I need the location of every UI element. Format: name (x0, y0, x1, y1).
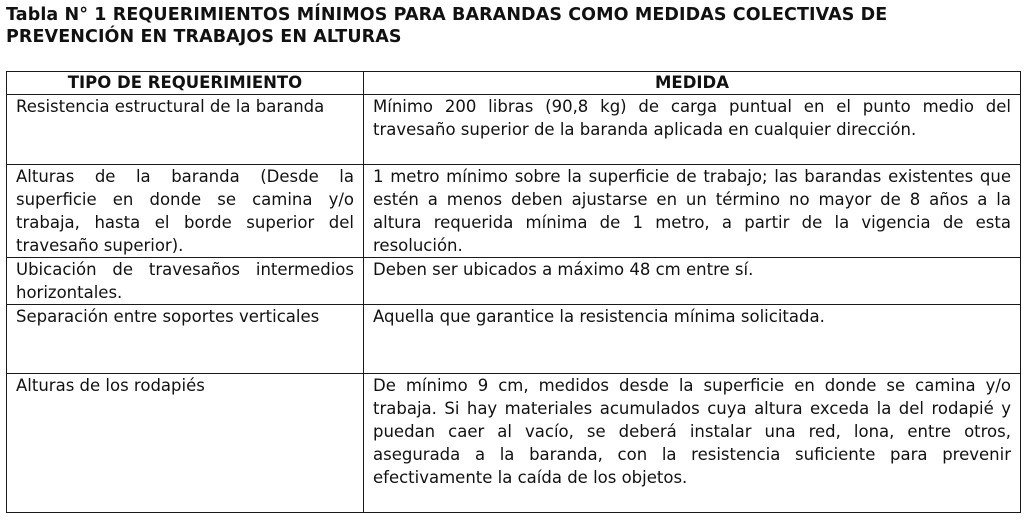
requirement-cell: Separación entre soportes verticales (7, 305, 364, 374)
requirement-cell: Alturas de los rodapiés (7, 374, 364, 513)
measure-cell: Aquella que garantice la resistencia mínima solicitada. (364, 305, 1021, 374)
table-caption-line-1: Tabla N° 1 REQUERIMIENTOS MÍNIMOS PARA BARANDAS COMO MEDIDAS COLECTIVAS DE (6, 5, 888, 25)
requirement-cell: Alturas de la baranda (Desde la superficie en donde se camina y/o trabaja, hasta el borde superior del travesaño superior). (7, 165, 364, 258)
measure-cell: Mínimo 200 libras (90,8 kg) de carga puntual en el punto medio del travesaño superior de la baranda aplicada en cualquier dirección. (364, 95, 1021, 165)
table-row (7, 258, 1021, 305)
column-header-requirement-type: TIPO DE REQUERIMIENTO (7, 72, 364, 95)
table-row (7, 305, 1021, 374)
table-caption (6, 4, 1018, 48)
column-header-measure: MEDIDA (364, 72, 1021, 95)
measure-cell: 1 metro mínimo sobre la superficie de trabajo; las barandas existentes que estén a menos deben ajustarse en un término no mayor de 8 años a la altura requerida mínima de 1 metro, a partir de la vigencia de esta resolución. (364, 165, 1021, 258)
requirement-cell: Resistencia estructural de la baranda (7, 95, 364, 165)
requirements-table (6, 71, 1021, 513)
table-row (7, 165, 1021, 258)
measure-cell: De mínimo 9 cm, medidos desde la superficie en donde se camina y/o trabaja. Si hay materiales acumulados cuya altura exceda la del rodapié y puedan caer al vacío, se deberá instalar una red, lona, entre otros, asegurada a la baranda, con la resistencia suficiente para prevenir efectivamente la caída de los objetos. (364, 374, 1021, 513)
table-row (7, 95, 1021, 165)
measure-cell: Deben ser ubicados a máximo 48 cm entre sí. (364, 258, 1021, 305)
requirement-cell: Ubicación de travesaños intermedios horizontales. (7, 258, 364, 305)
table-header-row (7, 72, 1021, 95)
table-caption-line-2: PREVENCIÓN EN TRABAJOS EN ALTURAS (6, 27, 402, 47)
table-row (7, 374, 1021, 513)
